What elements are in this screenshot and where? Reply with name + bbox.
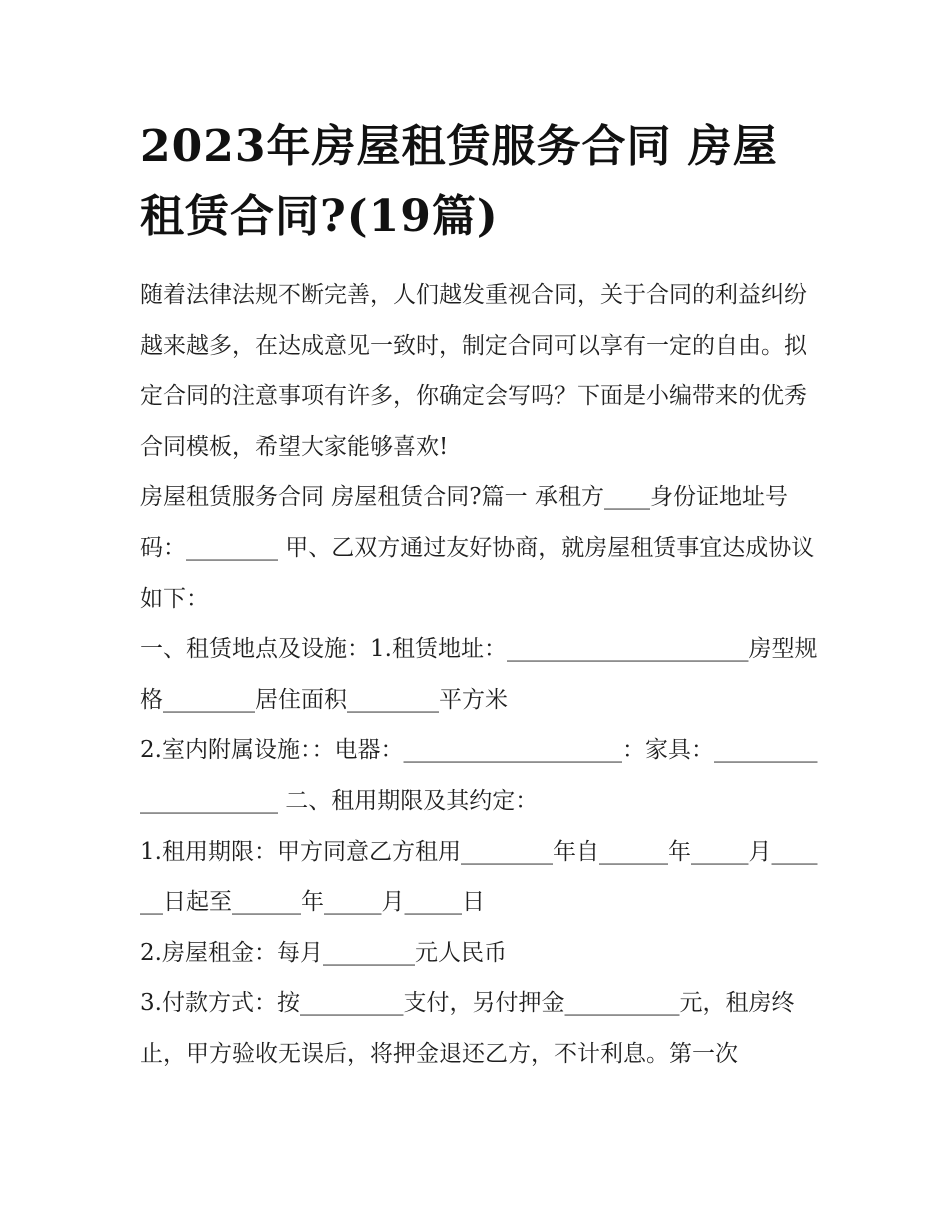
facilities-paragraph: 2.室内附属设施：：电器：___________________：家具：_____________________ 二、租用期限及其约定： [140, 737, 818, 814]
document-page [140, 112, 820, 1080]
document-body [140, 270, 820, 1080]
rent-paragraph: 2.房屋租金：每月________元人民币 [140, 939, 507, 966]
contract-opening-paragraph: 房屋租赁服务合同 房屋租赁合同?篇一 承租方____身份证地址号码：________ 甲、乙双方通过友好协商，就房屋租赁事宜达成协议如下： [140, 484, 815, 612]
intro-paragraph: 随着法律法规不断完善，人们越发重视合同，关于合同的利益纠纷越来越多，在达成意见一致时，制定合同可以享有一定的自由。拟定合同的注意事项有许多，你确定会写吗？下面是小编带来的优秀合同模板，希望大家能够喜欢! [140, 282, 807, 460]
document-title: 2023年房屋租赁服务合同 房屋租赁合同?(19篇) [140, 121, 778, 242]
payment-paragraph: 3.付款方式：按_________支付，另付押金__________元，租房终止，甲方验收无误后，将押金退还乙方，不计利息。第一次 [140, 990, 795, 1067]
lease-location-paragraph: 一、租赁地点及设施：1.租赁地址：_____________________房型规格________居住面积________平方米 [140, 636, 818, 713]
lease-term-paragraph: 1.租用期限：甲方同意乙方租用________年自______年_____月______日起至______年_____月_____日 [140, 838, 818, 916]
